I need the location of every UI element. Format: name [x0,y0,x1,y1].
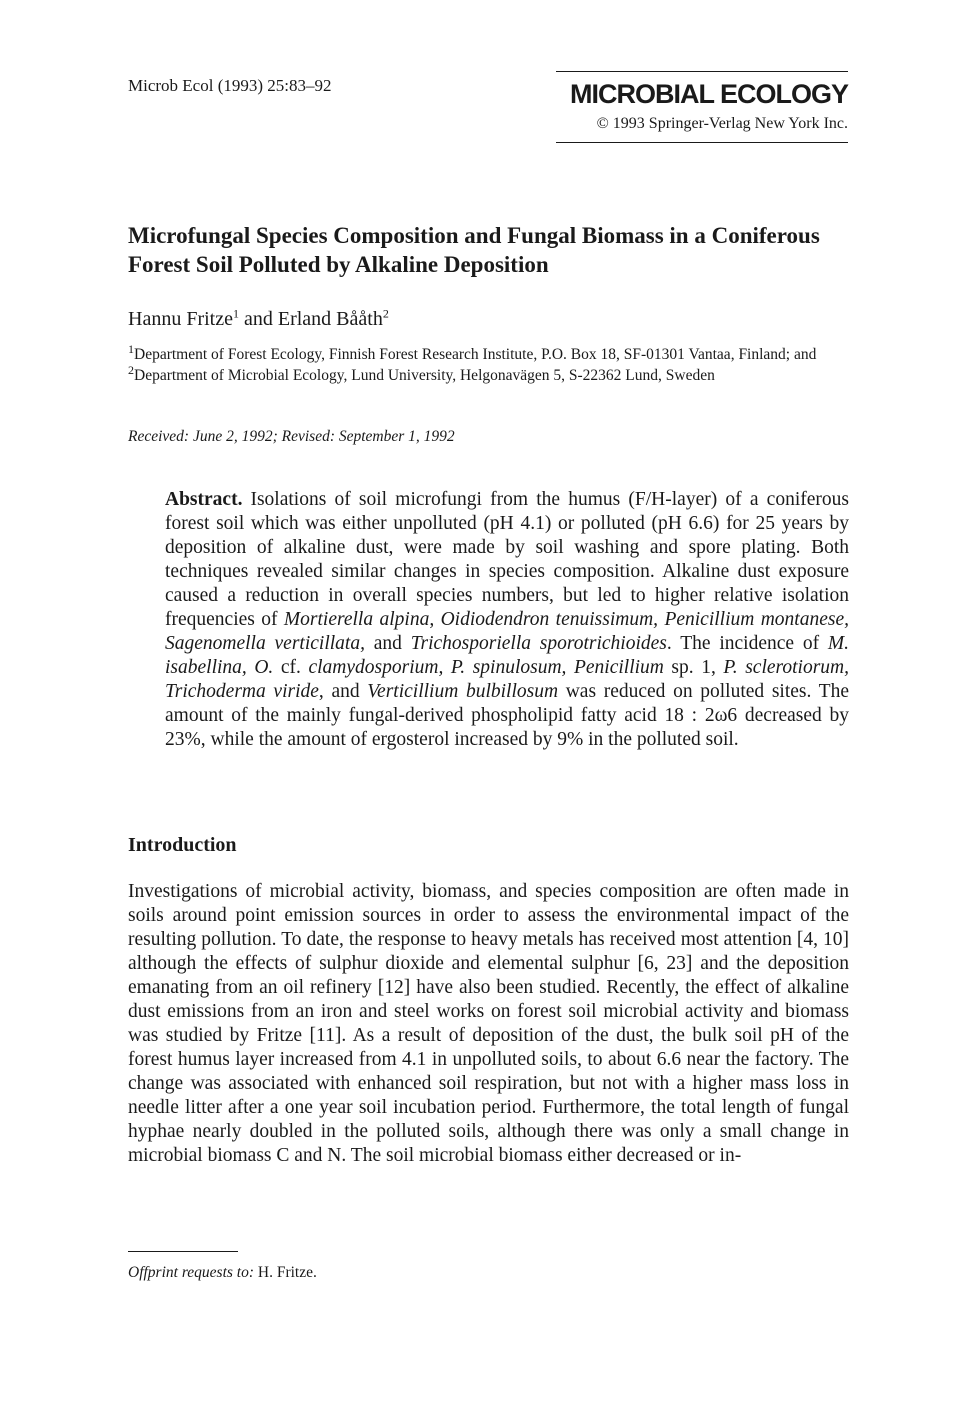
species-name: P. sclerotiorum, Trichoderma viride [165,657,850,702]
section-heading: Introduction [128,834,237,856]
species-name: clamydosporium, P. spinulosum, Penicillium [308,657,664,678]
received-dates: Received: June 2, 1992; Revised: September 1, 1992 [128,428,455,445]
author-connector: and [243,308,273,330]
abstract-text: was reduced on polluted sites. The amount of the mainly fungal-derived phospholipid fatty acid 18 : 2ω6 decreased by 23%, while the amount of ergosterol increased by 9% in the polluted soil. [165,681,849,750]
author-name: Hannu Fritze [128,308,233,330]
footnote [128,1264,317,1282]
affiliation-mark: 2 [382,306,389,321]
abstract-text: . The incidence of [666,633,828,654]
masthead-bottom-rule [556,142,848,143]
species-name: Mortierella alpina, Oidiodendron tenuissimum, Penicillium montanese, Sagenomella verticillata, [165,609,849,654]
abstract-body [165,489,849,750]
affiliation-connector: and [793,346,817,363]
species-name: Trichosporiella sporotrichioides [410,633,667,654]
masthead-top-rule [556,71,848,72]
abstract-text: , and [318,681,368,702]
introduction-paragraph: Investigations of microbial activity, biomass, and species composition are often made in soils around point emission sources in order to assess the environmental impact of the resulting pollution. To date, the response to heavy metals has received most attention [4, 10] although the effects of sulphur dioxide and elemental sulphur [6, 23] and the deposition emanating from an oil refinery [12] have also been studied. Recently, the effect of alkaline dust emissions from an iron and steel works on forest soil microbial activity and biomass was studied by Fritze [11]. As a result of deposition of the dust, the bulk soil pH of the forest humus layer increased from 4.1 in unpolluted soils, to about 6.6 near the factory. The change was associated with enhanced soil respiration, but not with a higher mass loss in needle litter after a one year soil incubation period. Furthermore, the total length of fungal hyphae nearly doubled in the polluted soils, although there was only a small change in microbial biomass C and N. The soil microbial biomass either decreased or in- [128,881,849,1166]
author-line [128,308,389,331]
affiliation-text: Department of Forest Ecology, Finnish Forest Research Institute, P.O. Box 18, SF-01301 Vantaa, Finland; [134,346,791,363]
journal-masthead [556,71,848,143]
abstract-text: Isolations of soil microfungi from the humus (F/H-layer) of a coniferous forest soil which was either unpolluted (pH 4.1) or polluted (pH 6.6) for 25 years by deposition of alkaline dust, were made by soil washing and spore plating. Both techniques revealed similar changes in species composition. Alkaline dust exposure caused a reduction in overall species numbers, but led to higher relative isolation frequencies of [165,489,849,630]
journal-name: MICROBIAL ECOLOGY [569,79,848,109]
footnote-text: H. Fritze. [257,1264,317,1281]
abstract-heading: Abstract. [165,489,243,510]
affiliation-mark: 1 [232,306,239,321]
species-name: Verticillium bulbillosum [367,681,559,702]
footnote-label: Offprint requests to: [128,1264,255,1281]
abstract-text: sp. 1, [663,657,724,678]
affiliation-mark: 1 [128,341,134,356]
author-name: Erland Bååth [277,308,383,330]
footnote-rule [128,1251,238,1252]
abstract [165,488,849,752]
affiliation-text: Department of Microbial Ecology, Lund University, Helgonavägen 5, S-22362 Lund, Sweden [134,367,715,384]
article-title: Microfungal Species Composition and Fungal Biomass in a Coniferous Forest Soil Polluted by Alkaline Deposition [128,223,820,277]
abstract-text: cf. [273,657,309,678]
journal-copyright: © 1993 Springer-Verlag New York Inc. [596,115,848,132]
affiliation-mark: 2 [128,362,134,377]
species-name: M. isabellina, O. [165,633,849,678]
journal-citation: Microb Ecol (1993) 25:83–92 [128,76,332,95]
affiliations [128,341,852,386]
abstract-text: and [364,633,411,654]
